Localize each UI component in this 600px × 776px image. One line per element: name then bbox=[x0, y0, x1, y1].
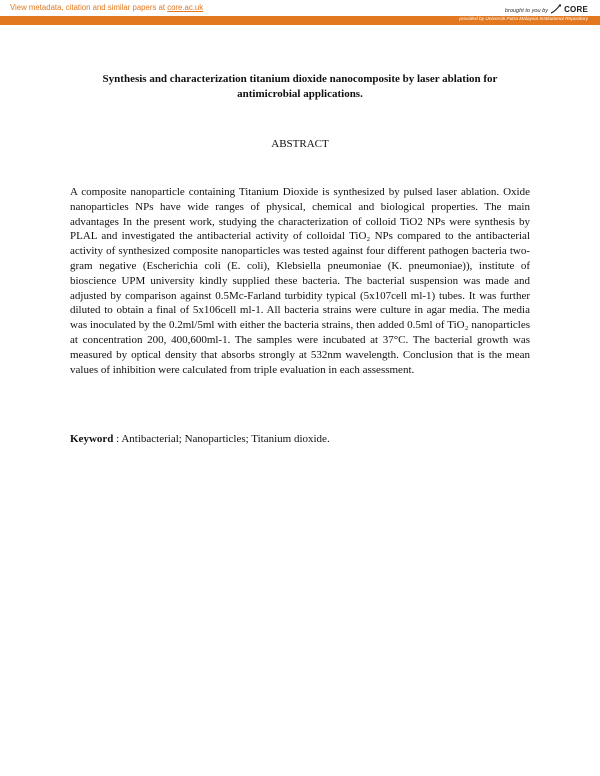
paper-title: Synthesis and characterization titanium dioxide nanocomposite by laser ablation for antimicrobial applications. bbox=[102, 73, 498, 100]
keyword-separator: : bbox=[113, 433, 122, 445]
core-logo-icon bbox=[550, 4, 562, 14]
keyword-values: Antibacterial; Nanoparticles; Titanium dioxide. bbox=[121, 433, 330, 445]
provided-by-text[interactable]: provided by Universiti Putra Malaysia Institutional Repository bbox=[459, 17, 588, 22]
view-metadata-link[interactable] bbox=[10, 3, 203, 12]
abstract-text: A composite nanoparticle containing Titanium Dioxide is synthesized by pulsed laser ablation. Oxide nanoparticles NPs have wide ranges of physical, chemical and biological properties. The main advantages In the present work, studying the characterization of colloid TiO2 NPs were synthesis by PLAL and investigated the antibacterial activity of colloidal TiO₂ NPs compared to the antibacterial activity of synthesized composite nanoparticles was tested against four different pathogen bacteria two-gram negative (Escherichia coli (E. coli), Klebsiella pneumoniae (K. pneumoniae)), institute of bioscience UPM university kindly supplied these bacteria. The bacterial suspension was made and adjusted by comparison against 0.5Mc-Farland turbidity typical (5x107cell ml-1) tubes. It was further diluted to obtain a final of 5x106cell ml-1. All bacteria strains were culture in agar media. The media was inoculated by the 0.2ml/5ml with either the bacteria strains, then added 0.5ml of TiO₂ nanoparticles at concentration 200, 400,600ml-1. The samples were incubated at 37°C. The bacterial growth was measured by optical density that absorbs strongly at 532nm wavelength. Conclusion that is the mean values of inhibition were calculated from triple evaluation in each assessment. bbox=[70, 186, 530, 376]
abstract-heading: ABSTRACT bbox=[271, 138, 329, 150]
brought-by-text: brought to you by bbox=[504, 8, 549, 14]
view-metadata-text: View metadata, citation and similar papers at bbox=[10, 3, 168, 12]
core-banner bbox=[0, 0, 600, 25]
brought-to-you-by[interactable] bbox=[505, 4, 588, 14]
core-banner-top bbox=[0, 0, 600, 17]
provider-bar bbox=[0, 16, 600, 25]
core-url-link[interactable]: core.ac.uk bbox=[167, 3, 204, 12]
keywords-line bbox=[70, 432, 530, 447]
core-logo-text: CORE bbox=[564, 5, 588, 14]
keyword-label: Keyword bbox=[70, 433, 114, 445]
